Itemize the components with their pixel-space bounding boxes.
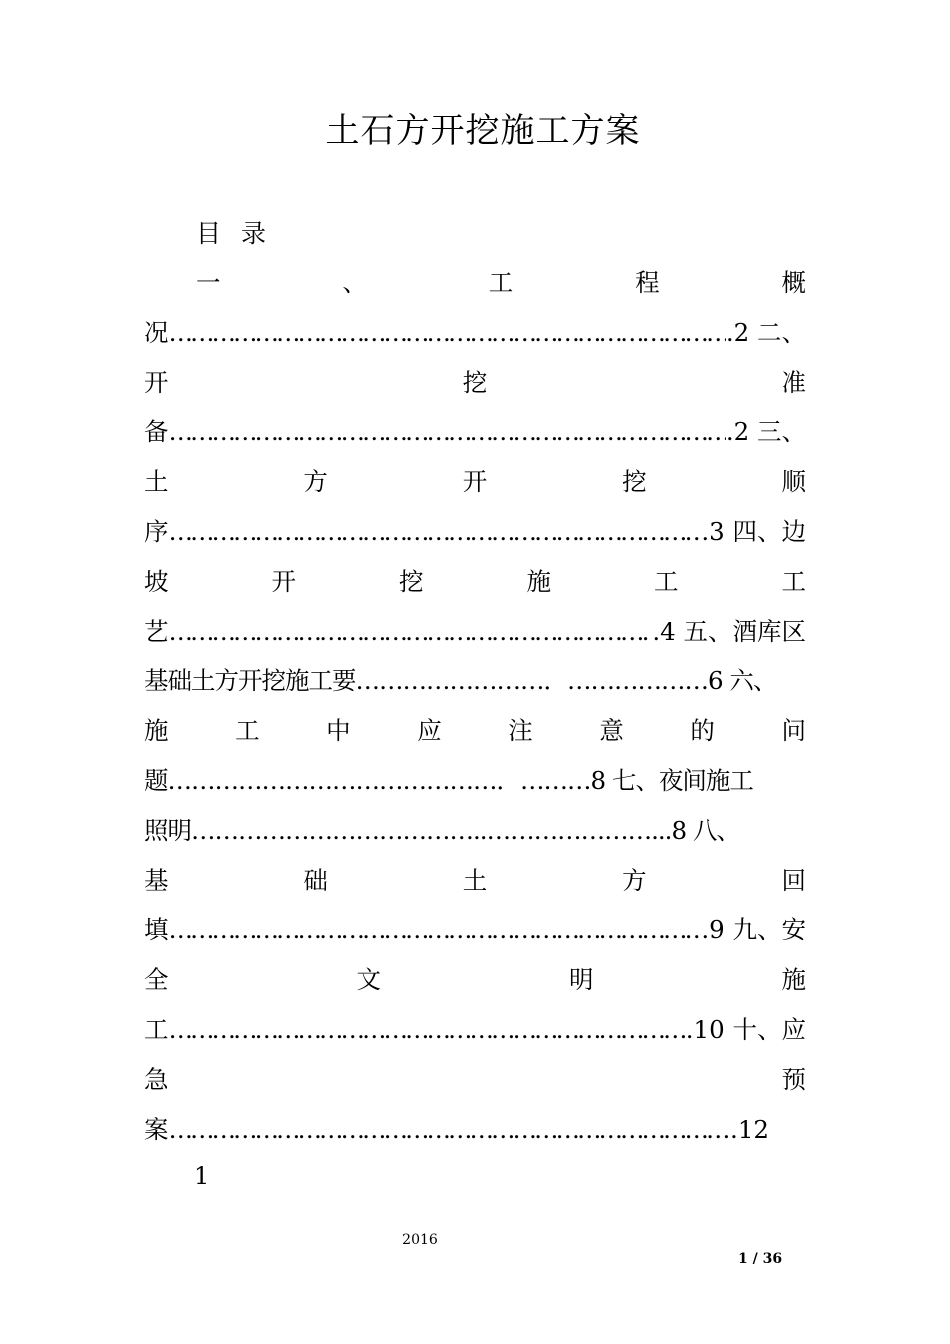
toc-char: 方 bbox=[622, 865, 647, 895]
toc-entry-start: 案 bbox=[144, 1114, 169, 1144]
toc-text: 照明………………………………..…………………...8 八、 bbox=[144, 815, 740, 845]
toc-char: 程 bbox=[635, 268, 660, 297]
toc-char: 坡 bbox=[144, 566, 169, 596]
toc-char: 注 bbox=[508, 716, 533, 746]
toc-char: 土 bbox=[462, 865, 488, 895]
body-page-number: 1 bbox=[194, 1162, 210, 1190]
toc-line bbox=[144, 711, 806, 751]
toc-line bbox=[144, 1110, 769, 1150]
toc-line bbox=[196, 263, 806, 303]
toc-char: 全 bbox=[144, 965, 169, 995]
toc-char: 基 bbox=[144, 865, 169, 895]
toc-entry-start: 艺 bbox=[144, 616, 169, 646]
toc-char: 施 bbox=[526, 566, 551, 596]
toc-char: 础 bbox=[303, 865, 328, 895]
toc-entry-end: .12 bbox=[730, 1114, 769, 1144]
toc-entry-end: .9 九、安 bbox=[701, 915, 806, 945]
toc-char: 开 bbox=[271, 566, 296, 596]
toc-char: 土 bbox=[144, 467, 169, 497]
toc-entry-start: 况 bbox=[144, 317, 169, 347]
toc-line bbox=[144, 412, 806, 452]
toc-char: 挖 bbox=[399, 566, 424, 596]
toc-char: 准 bbox=[781, 367, 806, 397]
toc-entry-end: .3 四、边 bbox=[701, 517, 806, 546]
toc-entry-start: 填 bbox=[144, 915, 169, 945]
dot-leader bbox=[169, 412, 726, 452]
dot-leader bbox=[169, 1110, 731, 1150]
toc-line bbox=[144, 761, 806, 801]
toc-line bbox=[144, 811, 806, 851]
toc-char: 明 bbox=[569, 965, 594, 995]
dot-leader bbox=[169, 313, 726, 353]
toc-char: 工 bbox=[235, 716, 260, 746]
toc-char: 应 bbox=[417, 716, 442, 746]
toc-char: 开 bbox=[462, 467, 488, 497]
toc-heading: 目 录 bbox=[196, 219, 272, 248]
toc-char: 施 bbox=[144, 716, 169, 746]
toc-char: 意 bbox=[599, 716, 624, 746]
dot-leader bbox=[169, 910, 702, 950]
dot-leader bbox=[169, 1010, 686, 1050]
toc-char: 、 bbox=[342, 268, 367, 297]
toc-char: 中 bbox=[326, 716, 351, 746]
toc-char: 挖 bbox=[462, 367, 488, 397]
toc-char: 一 bbox=[196, 268, 221, 297]
toc-char: 问 bbox=[781, 716, 806, 746]
toc-char: 工 bbox=[781, 566, 806, 596]
toc-char: 文 bbox=[356, 965, 381, 995]
toc-line bbox=[144, 313, 806, 353]
toc-line bbox=[144, 960, 806, 1000]
toc-char: 挖 bbox=[622, 467, 647, 497]
toc-entry-start: 备 bbox=[144, 417, 169, 447]
toc-char: 方 bbox=[303, 467, 328, 497]
toc-char: 工 bbox=[654, 566, 679, 596]
toc-line bbox=[144, 562, 806, 602]
footer-page-number: 1 / 36 bbox=[738, 1251, 783, 1267]
toc-entry-start: 序 bbox=[144, 517, 169, 546]
toc-char: 的 bbox=[690, 716, 715, 746]
toc-entry-start: 工 bbox=[144, 1015, 169, 1044]
toc-text: 基础土方开挖施工要……………………．………………6 六、 bbox=[144, 666, 777, 696]
toc-char: 工 bbox=[488, 268, 514, 297]
toc-line bbox=[144, 910, 806, 950]
toc-char: 概 bbox=[781, 268, 806, 297]
toc-line bbox=[144, 1010, 806, 1050]
toc-char: 急 bbox=[144, 1064, 169, 1094]
document-title: 土石方开挖施工方案 bbox=[325, 111, 641, 151]
toc-line bbox=[144, 612, 806, 652]
toc-line bbox=[144, 861, 806, 901]
dot-leader bbox=[169, 512, 702, 552]
toc-char: 开 bbox=[144, 367, 169, 397]
toc-char: 顺 bbox=[781, 467, 806, 497]
toc-line bbox=[144, 512, 806, 552]
toc-line bbox=[144, 1060, 806, 1100]
toc-text: 题……………………………………．………8 七、夜间施工 bbox=[144, 766, 753, 795]
toc-line bbox=[144, 661, 806, 701]
toc-entry-end: .4 五、酒库区 bbox=[652, 616, 806, 646]
toc-char: 回 bbox=[781, 865, 806, 895]
toc-char: 施 bbox=[781, 965, 806, 995]
dot-leader bbox=[169, 612, 653, 652]
toc-line bbox=[144, 462, 806, 502]
toc-entry-end: .2 二、 bbox=[725, 317, 806, 347]
toc-entry-end: .10 十、应 bbox=[685, 1015, 806, 1044]
toc-line bbox=[144, 363, 806, 403]
footer-year: 2016 bbox=[402, 1232, 438, 1248]
toc-entry-end: .2 三、 bbox=[725, 417, 806, 447]
toc-char: 预 bbox=[781, 1064, 806, 1094]
